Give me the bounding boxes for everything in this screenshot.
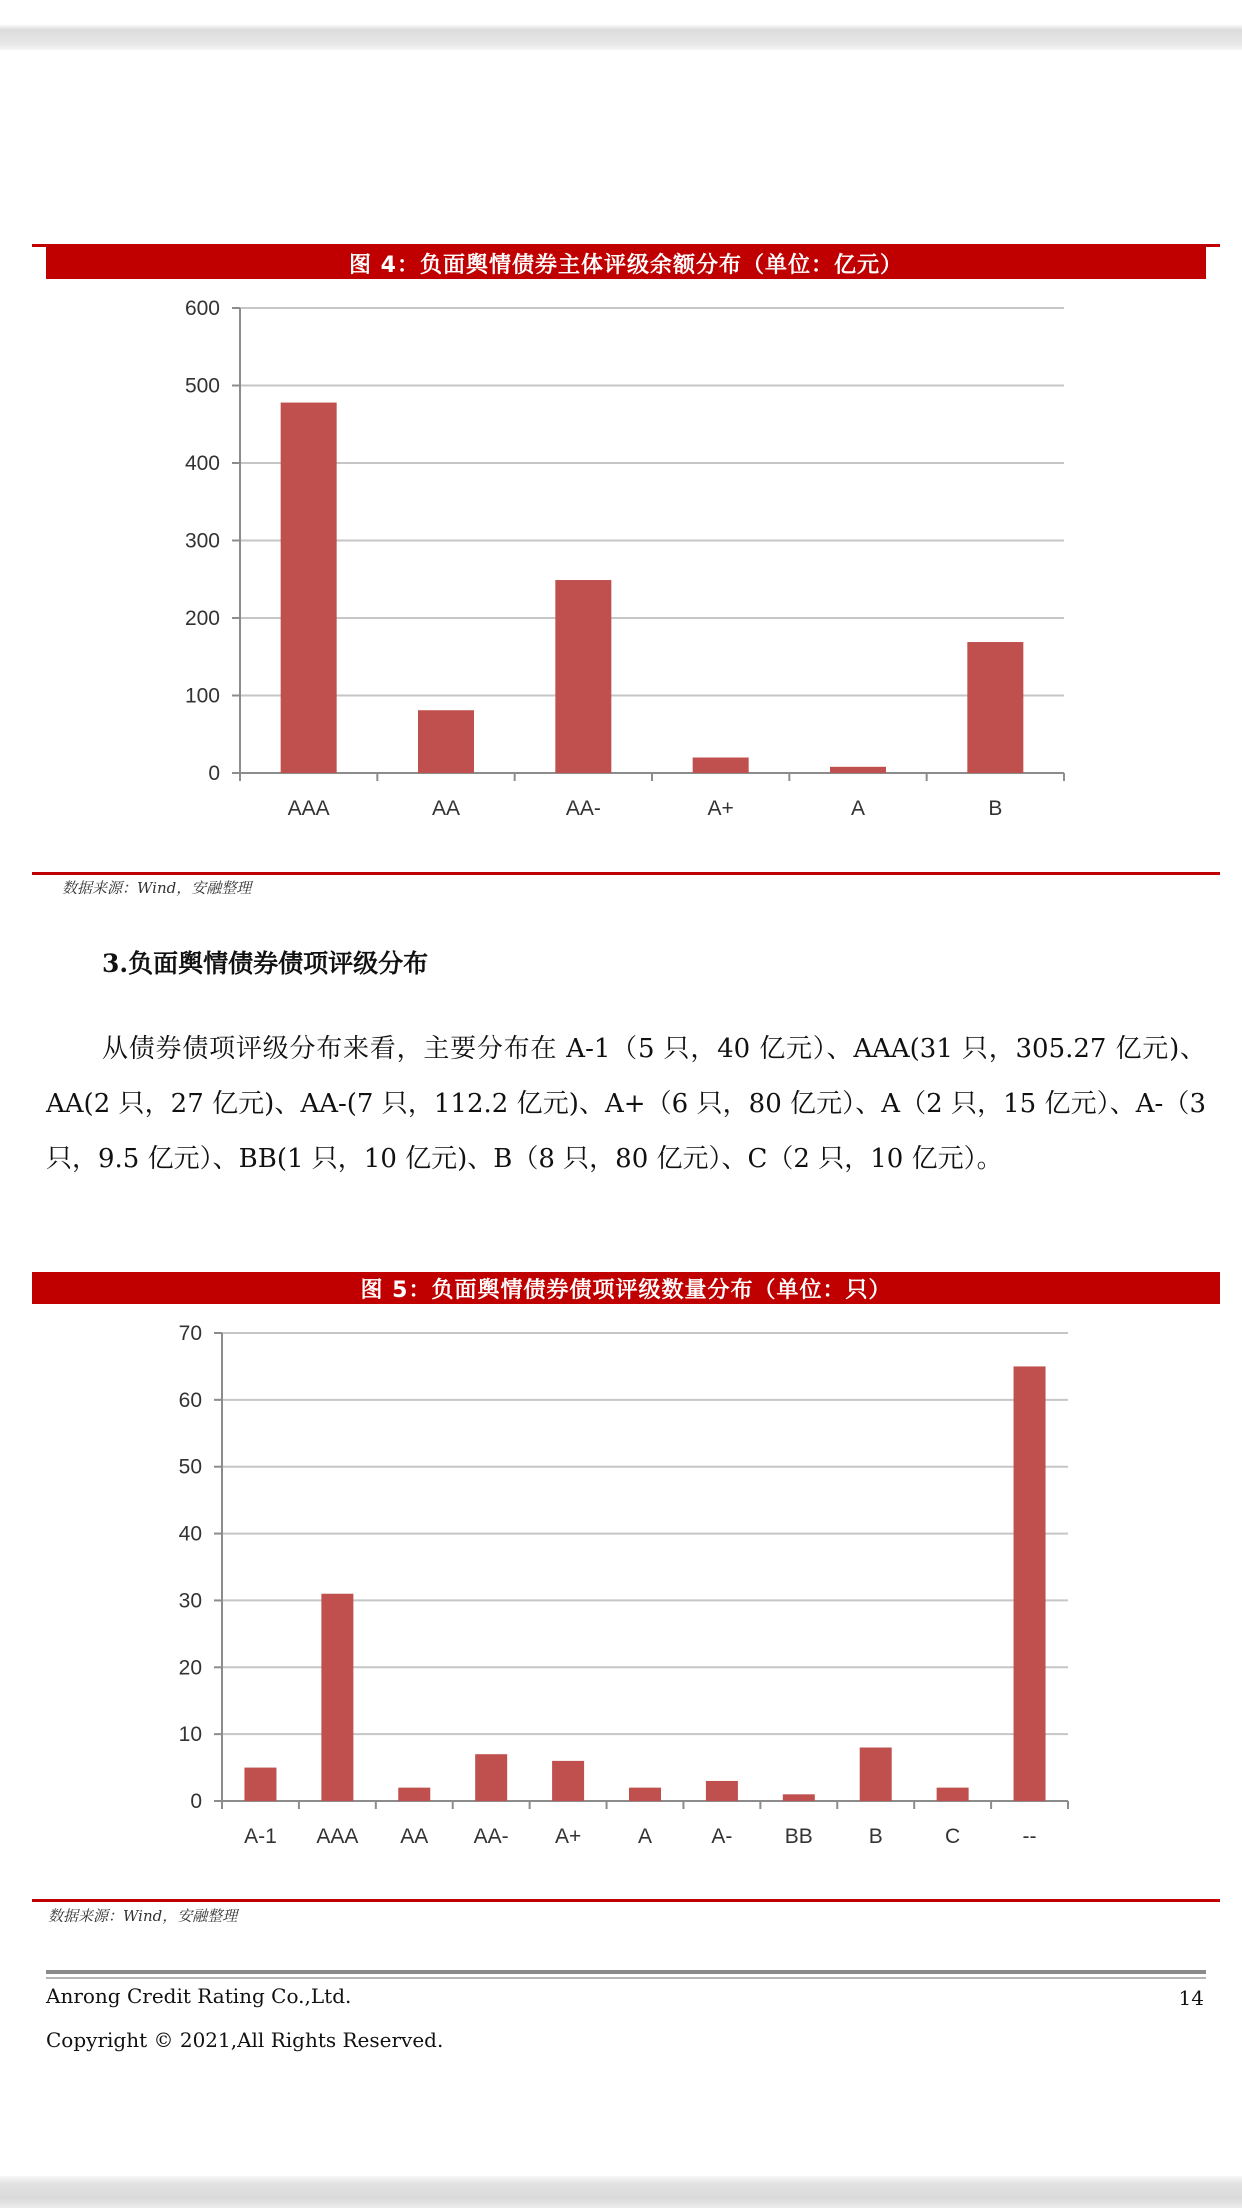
figure5-y-tick-label: 50 [178, 1455, 202, 1479]
figure4-x-tick-label: A [850, 797, 866, 820]
figure5-x-tick-label: A- [711, 1825, 733, 1848]
figure4-source: 数据来源：Wind，安融整理 [62, 879, 252, 897]
figure5-y-tick-label: 40 [178, 1522, 202, 1546]
figure5-source: 数据来源：Wind，安融整理 [48, 1907, 238, 1925]
figure4-bar-AAA [281, 403, 337, 773]
figure5-x-tick-label: A-1 [244, 1825, 277, 1848]
figure5-y-tick-label: 30 [178, 1589, 202, 1613]
figure4-bar-AA- [555, 580, 611, 773]
figure5-bar-AA- [475, 1754, 507, 1801]
figure5-bottom-rule [32, 1899, 1220, 1902]
figure4-y-tick-label: 200 [184, 607, 220, 630]
figure4-bar-AA [418, 710, 474, 773]
figure4-title: 图 4：负面舆情债券主体评级余额分布（单位：亿元） [46, 247, 1206, 279]
section-paragraph: 从债券债项评级分布来看，主要分布在 A-1（5 只，40 亿元）、AAA(31 只，305.27 亿元)、AA(2 只，27 亿元)、AA-(7 只，112.2 亿元)、A+（6 只，80 亿元）、A（2 只，15 亿元）、A-（3 只，9.5 亿元）、BB(1 只，10 亿元)、B（8 只，80 亿元）、C（2 只，10 亿元）。 [46, 1034, 1206, 1174]
page-bottom-edge [0, 2176, 1242, 2208]
figure4-bottom-rule [32, 872, 1220, 875]
figure5-bar-BB [783, 1794, 815, 1801]
figure4-bar-A [830, 767, 886, 773]
figure5-bar-A-1 [244, 1768, 276, 1801]
figure5-x-tick-label: AA [400, 1825, 429, 1848]
figure5-bar-AA [398, 1788, 430, 1801]
figure5-x-tick-label: B [868, 1825, 883, 1848]
figure4-y-tick-label: 0 [208, 762, 220, 785]
figure4-x-tick-label: AA- [565, 797, 601, 820]
section-heading: 3.负面舆情债券债项评级分布 [102, 949, 429, 978]
figure4-x-tick-label: AAA [287, 797, 330, 820]
figure4-y-tick-label: 600 [184, 297, 220, 320]
figure5-bar-A+ [552, 1761, 584, 1801]
figure5-x-tick-label: C [945, 1825, 961, 1848]
figure4-y-tick-label: 500 [184, 374, 220, 398]
figure5-y-tick-label: 60 [178, 1388, 202, 1412]
footer-company: Anrong Credit Rating Co.,Ltd. [46, 1984, 352, 2008]
figure5-bar-B [860, 1748, 892, 1801]
figure5-x-tick-label: AAA [316, 1825, 359, 1848]
figure4-bar-A+ [693, 758, 749, 774]
figure5-chart-svg [0, 1306, 1242, 1856]
figure5-y-tick-label: 10 [178, 1723, 202, 1747]
footer-rule-thin [46, 1977, 1206, 1979]
figure5-bar--- [1014, 1366, 1046, 1801]
figure5-bar-A- [706, 1781, 738, 1801]
figure5-y-tick-label: 0 [190, 1790, 202, 1813]
figure5-x-tick-label: A [637, 1825, 653, 1848]
page-top-edge [0, 0, 1242, 50]
footer-rule [46, 1970, 1206, 1974]
figure4-x-tick-label: B [988, 797, 1003, 820]
figure5-x-tick-label: A+ [554, 1825, 582, 1848]
figure5-bar-AAA [321, 1594, 353, 1801]
figure4-x-tick-label: AA [431, 797, 461, 820]
figure4-y-tick-label: 100 [184, 684, 220, 708]
figure5-x-tick-label: -- [1022, 1825, 1037, 1848]
figure5-y-tick-label: 20 [178, 1656, 202, 1680]
figure4-chart-svg [0, 280, 1242, 860]
figure5-y-tick-label: 70 [178, 1322, 202, 1345]
figure4-x-tick-label: A+ [707, 797, 734, 820]
figure5-bar-A [629, 1788, 661, 1801]
figure5-chart [0, 1306, 1242, 1856]
figure5-bar-C [937, 1788, 969, 1801]
figure5-x-tick-label: AA- [473, 1825, 509, 1848]
figure4-y-tick-label: 400 [184, 452, 220, 475]
figure4-bar-B [967, 642, 1023, 773]
page-number: 14 [1178, 1986, 1204, 2010]
figure4-chart [0, 280, 1242, 860]
figure5-title: 图 5：负面舆情债券债项评级数量分布（单位：只） [32, 1272, 1220, 1304]
figure4-y-tick-label: 300 [184, 529, 220, 553]
footer-copyright: Copyright © 2021,All Rights Reserved. [46, 2028, 444, 2052]
figure5-x-tick-label: BB [784, 1825, 813, 1848]
